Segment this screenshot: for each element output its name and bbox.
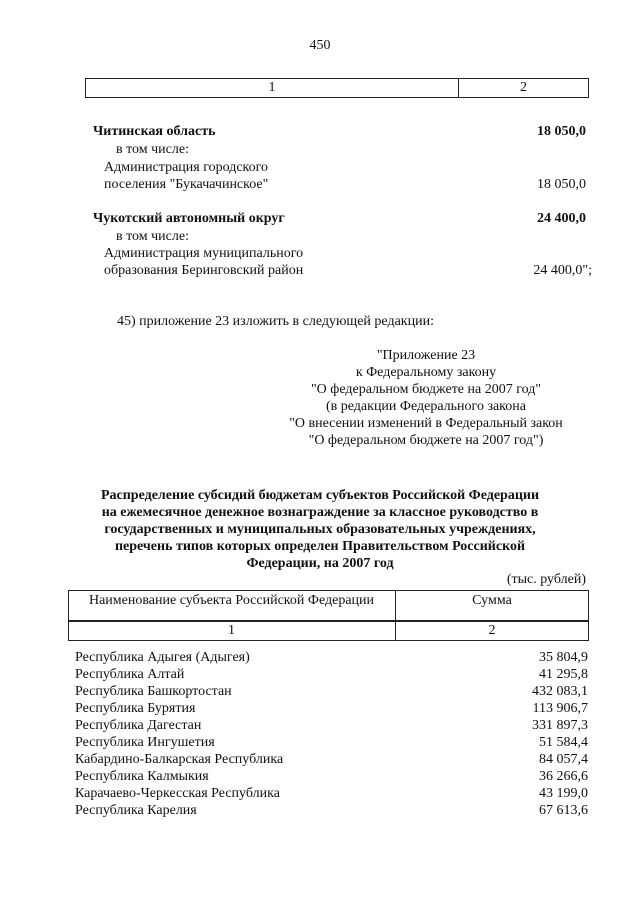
annex-line-6: "О федеральном бюджете на 2007 год") [308,433,544,448]
row-name: Республика Ингушетия [75,735,215,750]
row-value: 36 266,6 [539,769,588,784]
document-title [60,487,580,572]
row-value: 41 295,8 [539,667,588,682]
annex-line-3: "О федеральном бюджете на 2007 год" [310,382,542,397]
title-line-3: государственных и муниципальных образовательных учреждениях, [104,522,536,537]
chita-admin-value: 18 050,0 [537,177,586,192]
subsidy-table-body [75,650,588,820]
table-header-name: Наименование субъекта Российской Федерации [88,593,375,608]
row-name: Карачаево-Черкесская Республика [75,786,280,801]
table-row [75,786,588,803]
page-number: 450 [309,38,331,53]
row-name: Республика Алтай [75,667,185,682]
table-row [75,684,588,701]
table-row [75,769,588,786]
table-row [75,752,588,769]
chukotka-name: Чукотский автономный округ [93,211,285,226]
annex-line-1: "Приложение 23 [376,348,476,363]
row-name: Республика Карелия [75,803,197,818]
chita-region-name: Читинская область [93,124,216,139]
chita-admin-line2: поселения "Букачачинское" [104,177,269,192]
table-row [75,803,588,820]
chukotka-admin-line1: Администрация муниципального [104,246,304,261]
row-name: Республика Дагестан [75,718,202,733]
table-header-row [68,590,589,621]
row-name: Республика Калмыкия [75,769,209,784]
table-row [75,735,588,752]
chita-admin-line1: Администрация городского [104,160,269,175]
row-value: 331 897,3 [532,718,588,733]
row-value: 113 906,7 [532,701,588,716]
title-line-1: Распределение субсидий бюджетам субъектов Российской Федерации [100,488,540,503]
table-row [75,718,588,735]
annex-reference [252,347,600,449]
chita-region-total: 18 050,0 [537,124,586,139]
continuation-col1: 1 [268,80,276,95]
annex-line-5: "О внесении изменений в Федеральный закон [289,416,563,431]
units-label: (тыс. рублей) [506,572,586,587]
row-name: Республика Башкортостан [75,684,232,699]
annex-line-4: (в редакции Федерального закона [326,399,526,414]
table-row [75,667,588,684]
table-row [75,650,588,667]
row-name: Республика Адыгея (Адыгея) [75,650,250,665]
table-header-sum: Сумма [472,593,512,608]
chukotka-total: 24 400,0 [537,211,586,226]
amendment-item-45: 45) приложение 23 изложить в следующей редакции: [117,314,434,329]
row-value: 432 083,1 [532,684,588,699]
table-col2-number: 2 [488,623,496,638]
chukotka-admin-line2: образования Беринговский район [104,263,304,278]
row-value: 43 199,0 [539,786,588,801]
title-line-5: Федерации, на 2007 год [246,556,394,571]
continuation-col2: 2 [520,80,527,95]
row-name: Республика Бурятия [75,701,196,716]
chita-subheading: в том числе: [116,142,189,157]
row-value: 84 057,4 [539,752,588,767]
chukotka-admin-value: 24 400,0"; [533,263,592,278]
annex-line-2: к Федеральному закону [355,365,497,380]
chukotka-subheading: в том числе: [116,229,189,244]
row-value: 35 804,9 [539,650,588,665]
row-name: Кабардино-Балкарская Республика [75,752,284,767]
table-col1-number: 1 [228,623,235,638]
title-line-4: перечень типов которых определен Правительством Российской [114,539,526,554]
title-line-2: на ежемесячное денежное вознаграждение за классное руководство в [101,505,539,520]
row-value: 67 613,6 [539,803,588,818]
table-row [75,701,588,718]
table-number-row [68,621,589,641]
continuation-header-table [85,78,589,98]
row-value: 51 584,4 [539,735,588,750]
